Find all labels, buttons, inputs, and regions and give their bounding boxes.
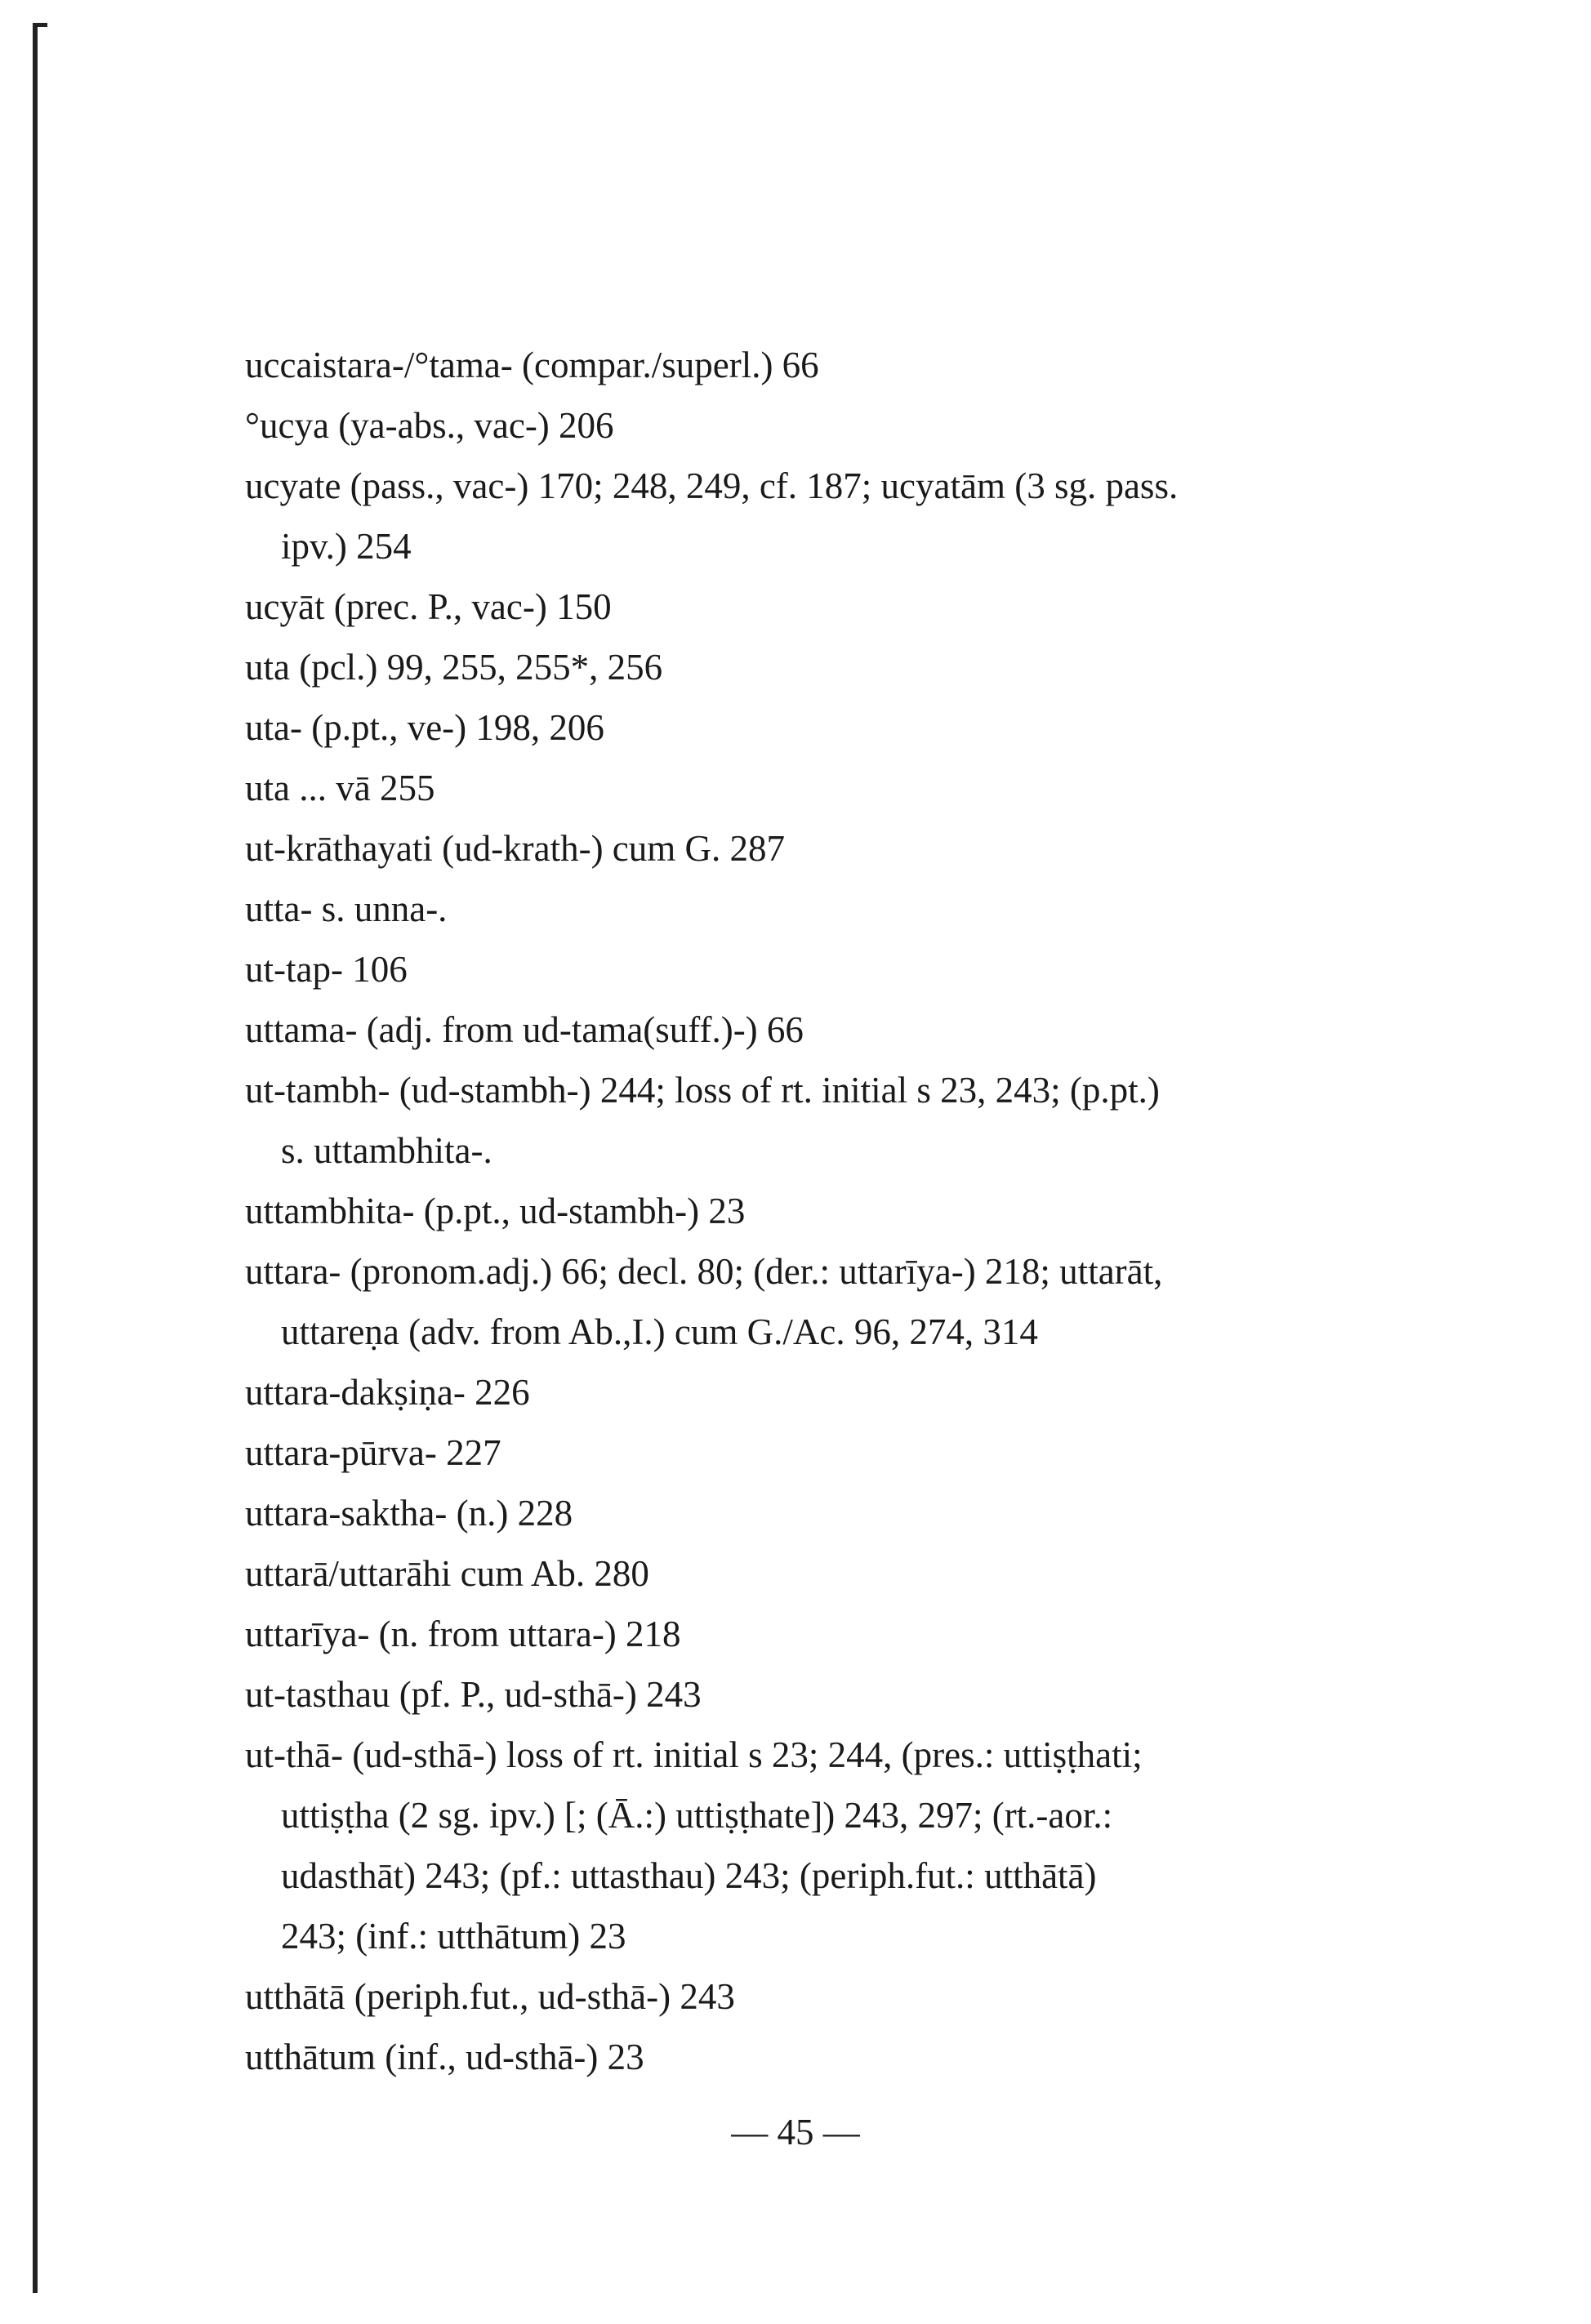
binding-edge-tick [33,23,47,27]
index-entry-headline: utta- s. unna-. [245,888,448,929]
index-entry [245,1543,1388,1604]
index-entry-headline: ut-krāthayati (ud-krath-) cum G. 287 [245,828,786,869]
index-entry-headline: uttambhita- (p.pt., ud-stambh-) 23 [245,1191,746,1231]
index-entry-headline: uttara- (pronom.adj.) 66; decl. 80; (der.: uttarīya-) 218; uttarāt, [245,1251,1163,1292]
index-entry [245,697,1388,758]
index-entry [245,1241,1388,1362]
index-entry [245,395,1388,456]
index-entry-headline: uta (pcl.) 99, 255, 255*, 256 [245,647,663,688]
index-entry [245,1060,1388,1181]
index-entry [245,577,1388,637]
index-entry-headline: uttarīya- (n. from uttara-) 218 [245,1614,681,1654]
page-number: — 45 — [731,2112,860,2153]
index-entry-headline: uttarā/uttarāhi cum Ab. 280 [245,1553,649,1594]
index-entry-headline: uttara-dakṣiṇa- 226 [245,1372,530,1413]
index-entry [245,939,1388,999]
index-entry-headline: uttara-saktha- (n.) 228 [245,1493,573,1534]
index-entry-headline: ut-tambh- (ud-stambh-) 244; loss of rt. initial s 23, 243; (p.pt.) [245,1070,1160,1111]
index-entry-headline: uta- (p.pt., ve-) 198, 206 [245,707,604,748]
index-entry [245,879,1388,939]
index-entry [245,2027,1388,2087]
index-entry [245,1362,1388,1422]
index-entry [245,637,1388,697]
index-entry [245,1483,1388,1543]
index-entry-headline: ut-tap- 106 [245,949,408,990]
index-entry [245,1664,1388,1725]
index-entry-headline: uccaistara-/°tama- (compar./superl.) 66 [245,345,819,385]
index-entry-headline: utthātā (periph.fut., ud-sthā-) 243 [245,1976,735,2017]
index-entry [245,1966,1388,2027]
index-entry [245,1604,1388,1664]
index-entry [245,758,1388,818]
index-entry-headline: ut-thā- (ud-sthā-) loss of rt. initial s 23; 244, (pres.: uttiṣṭhati; [245,1734,1143,1775]
index-entry-headline: uttama- (adj. from ud-tama(suff.)-) 66 [245,1009,804,1050]
index-entry-headline: uttara-pūrva- 227 [245,1432,501,1473]
index-entry-continuation: uttiṣṭha (2 sg. ipv.) [; (Ā.:) uttiṣṭhate]) 243, 297; (rt.-aor.: [281,1795,1113,1836]
index-entry-headline: ucyate (pass., vac-) 170; 248, 249, cf. 187; ucyatām (3 sg. pass. [245,465,1179,506]
index-entry-continuation: udasthāt) 243; (pf.: uttasthau) 243; (periph.fut.: utthātā) [281,1855,1097,1896]
index-entry [245,1181,1388,1241]
binding-edge-rule [33,23,38,2293]
index-entry-continuation: ipv.) 254 [281,526,412,567]
index-entry-headline: °ucya (ya-abs., vac-) 206 [245,405,614,446]
index-entry-headline: uta ... vā 255 [245,768,435,808]
index-entry-list [245,335,1388,2087]
index-entry [245,999,1388,1060]
index-entry-headline: utthātum (inf., ud-sthā-) 23 [245,2037,644,2077]
index-entry-headline: ucyāt (prec. P., vac-) 150 [245,586,612,627]
index-entry-headline: ut-tasthau (pf. P., ud-sthā-) 243 [245,1674,702,1715]
index-entry-continuation: uttareṇa (adv. from Ab.,I.) cum G./Ac. 96, 274, 314 [281,1311,1038,1352]
index-entry [245,335,1388,395]
index-entry [245,456,1388,577]
index-entry-continuation: 243; (inf.: utthātum) 23 [281,1916,626,1957]
index-entry [245,1725,1388,1966]
index-entry-continuation: s. uttambhita-. [281,1130,492,1171]
index-entry [245,1422,1388,1483]
index-entry [245,818,1388,879]
